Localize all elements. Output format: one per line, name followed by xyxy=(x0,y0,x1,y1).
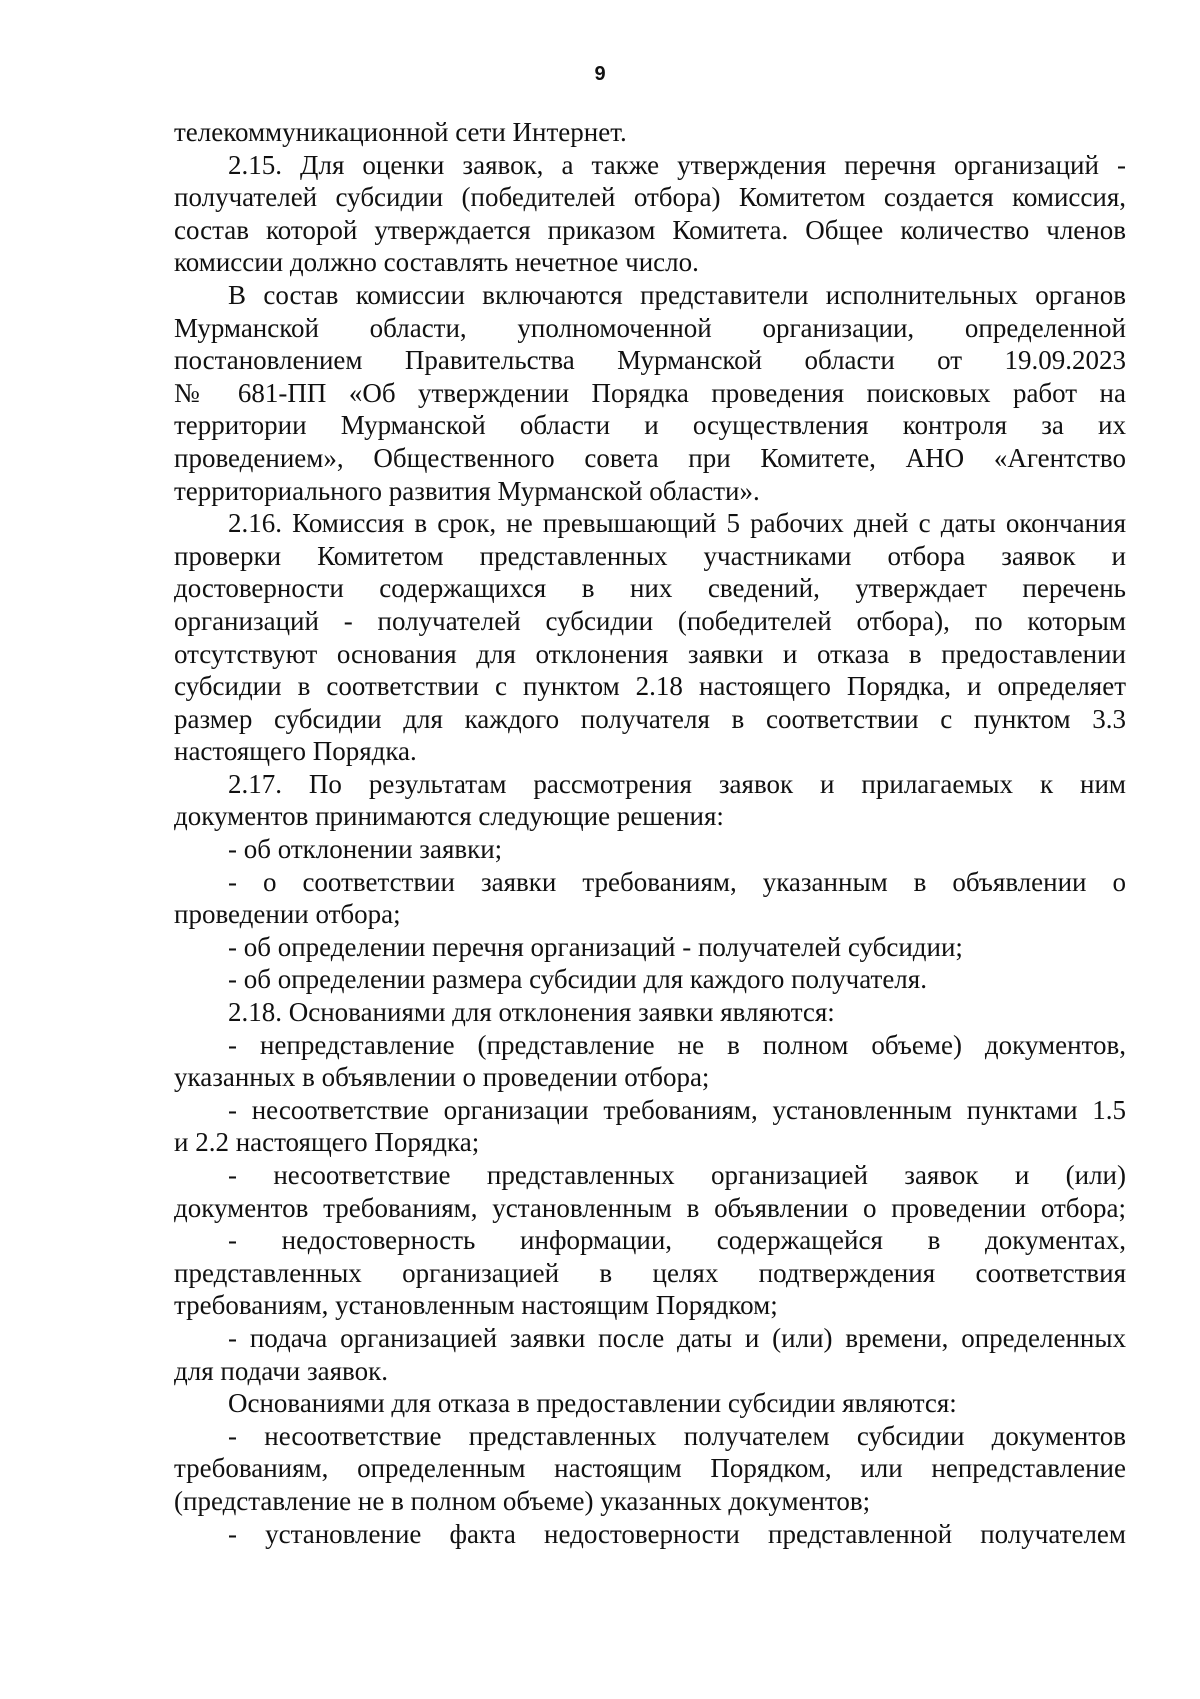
text-line: - об отклонении заявки; xyxy=(228,834,503,865)
text-line: проведением», Общественного совета при Комитете, АНО «Агентство xyxy=(174,442,1126,473)
text-line: документов требованиям, установленным в объявлении о проведении отбора; xyxy=(174,1192,1126,1223)
text-line: организаций - получателей субсидии (победителей отбора), по которым xyxy=(174,605,1126,636)
text-line: представленных организацией в целях подтверждения соответствия xyxy=(174,1257,1126,1288)
text-line: телекоммуникационной сети Интернет. xyxy=(174,117,627,147)
text-line: документов принимаются следующие решения: xyxy=(174,801,724,832)
text-line: настоящего Порядка. xyxy=(174,736,417,767)
page-number: 9 xyxy=(594,63,606,85)
text-line: - подача организацией заявки после даты и (или) времени, определенных xyxy=(228,1322,1126,1353)
text-line: достоверности содержащихся в них сведений, утверждает перечень xyxy=(174,573,1126,604)
text-line: - установление факта недостоверности представленной получателем xyxy=(228,1518,1126,1549)
text-line: состав которой утверждается приказом Комитета. Общее количество членов xyxy=(174,214,1126,245)
text-line: 2.16. Комиссия в срок, не превышающий 5 рабочих дней с даты окончания xyxy=(228,508,1126,539)
text-line: (представление не в полном объеме) указанных документов; xyxy=(174,1485,871,1516)
text-line: - несоответствие организации требованиям, установленным пунктами 1.5 xyxy=(228,1094,1126,1125)
text-line: 2.18. Основаниями для отклонения заявки являются: xyxy=(228,997,835,1028)
text-line: размер субсидии для каждого получателя в соответствии с пунктом 3.3 xyxy=(174,703,1126,734)
text-line: Мурманской области, уполномоченной организации, определенной xyxy=(174,312,1126,343)
text-line: проведении отбора; xyxy=(174,899,401,930)
document-body xyxy=(174,116,1126,1550)
text-line: требованиям, определенным настоящим Порядком, или непредставление xyxy=(174,1453,1126,1484)
text-line: проверки Комитетом представленных участниками отбора заявок и xyxy=(174,540,1126,571)
text-line: и 2.2 настоящего Порядка; xyxy=(174,1127,480,1158)
text-line: требованиям, установленным настоящим Порядком; xyxy=(174,1290,778,1321)
text-line: - об определении перечня организаций - получателей субсидии; xyxy=(228,931,963,962)
text-line: - о соответствии заявки требованиям, указанным в объявлении о xyxy=(228,866,1126,897)
text-line: № 681-ПП «Об утверждении Порядка проведения поисковых работ на xyxy=(174,377,1126,408)
text-line: - об определении размера субсидии для каждого получателя. xyxy=(228,964,927,995)
text-line: территории Мурманской области и осуществления контроля за их xyxy=(174,410,1126,441)
text-line: В состав комиссии включаются представители исполнительных органов xyxy=(228,279,1126,310)
text-line: указанных в объявлении о проведении отбора; xyxy=(174,1062,710,1093)
text-line: 2.15. Для оценки заявок, а также утверждения перечня организаций - xyxy=(228,149,1126,180)
text-line: - недостоверность информации, содержащейся в документах, xyxy=(228,1225,1126,1256)
text-line: постановлением Правительства Мурманской области от 19.09.2023 xyxy=(174,345,1126,376)
text-line: отсутствуют основания для отклонения заявки и отказа в предоставлении xyxy=(174,638,1126,669)
text-line: комиссии должно составлять нечетное число. xyxy=(174,247,699,278)
text-line: Основаниями для отказа в предоставлении субсидии являются: xyxy=(228,1388,957,1419)
text-line: для подачи заявок. xyxy=(174,1355,388,1386)
text-line: субсидии в соответствии с пунктом 2.18 настоящего Порядка, и определяет xyxy=(174,671,1126,702)
text-line: территориального развития Мурманской области». xyxy=(174,475,760,506)
text-line: 2.17. По результатам рассмотрения заявок и прилагаемых к ним xyxy=(228,768,1126,799)
text-line: получателей субсидии (победителей отбора) Комитетом создается комиссия, xyxy=(174,182,1126,213)
text-line: - несоответствие представленных организацией заявок и (или) xyxy=(228,1160,1126,1190)
text-line: - непредставление (представление не в полном объеме) документов, xyxy=(228,1029,1126,1060)
text-line: - несоответствие представленных получателем субсидии документов xyxy=(228,1420,1126,1451)
